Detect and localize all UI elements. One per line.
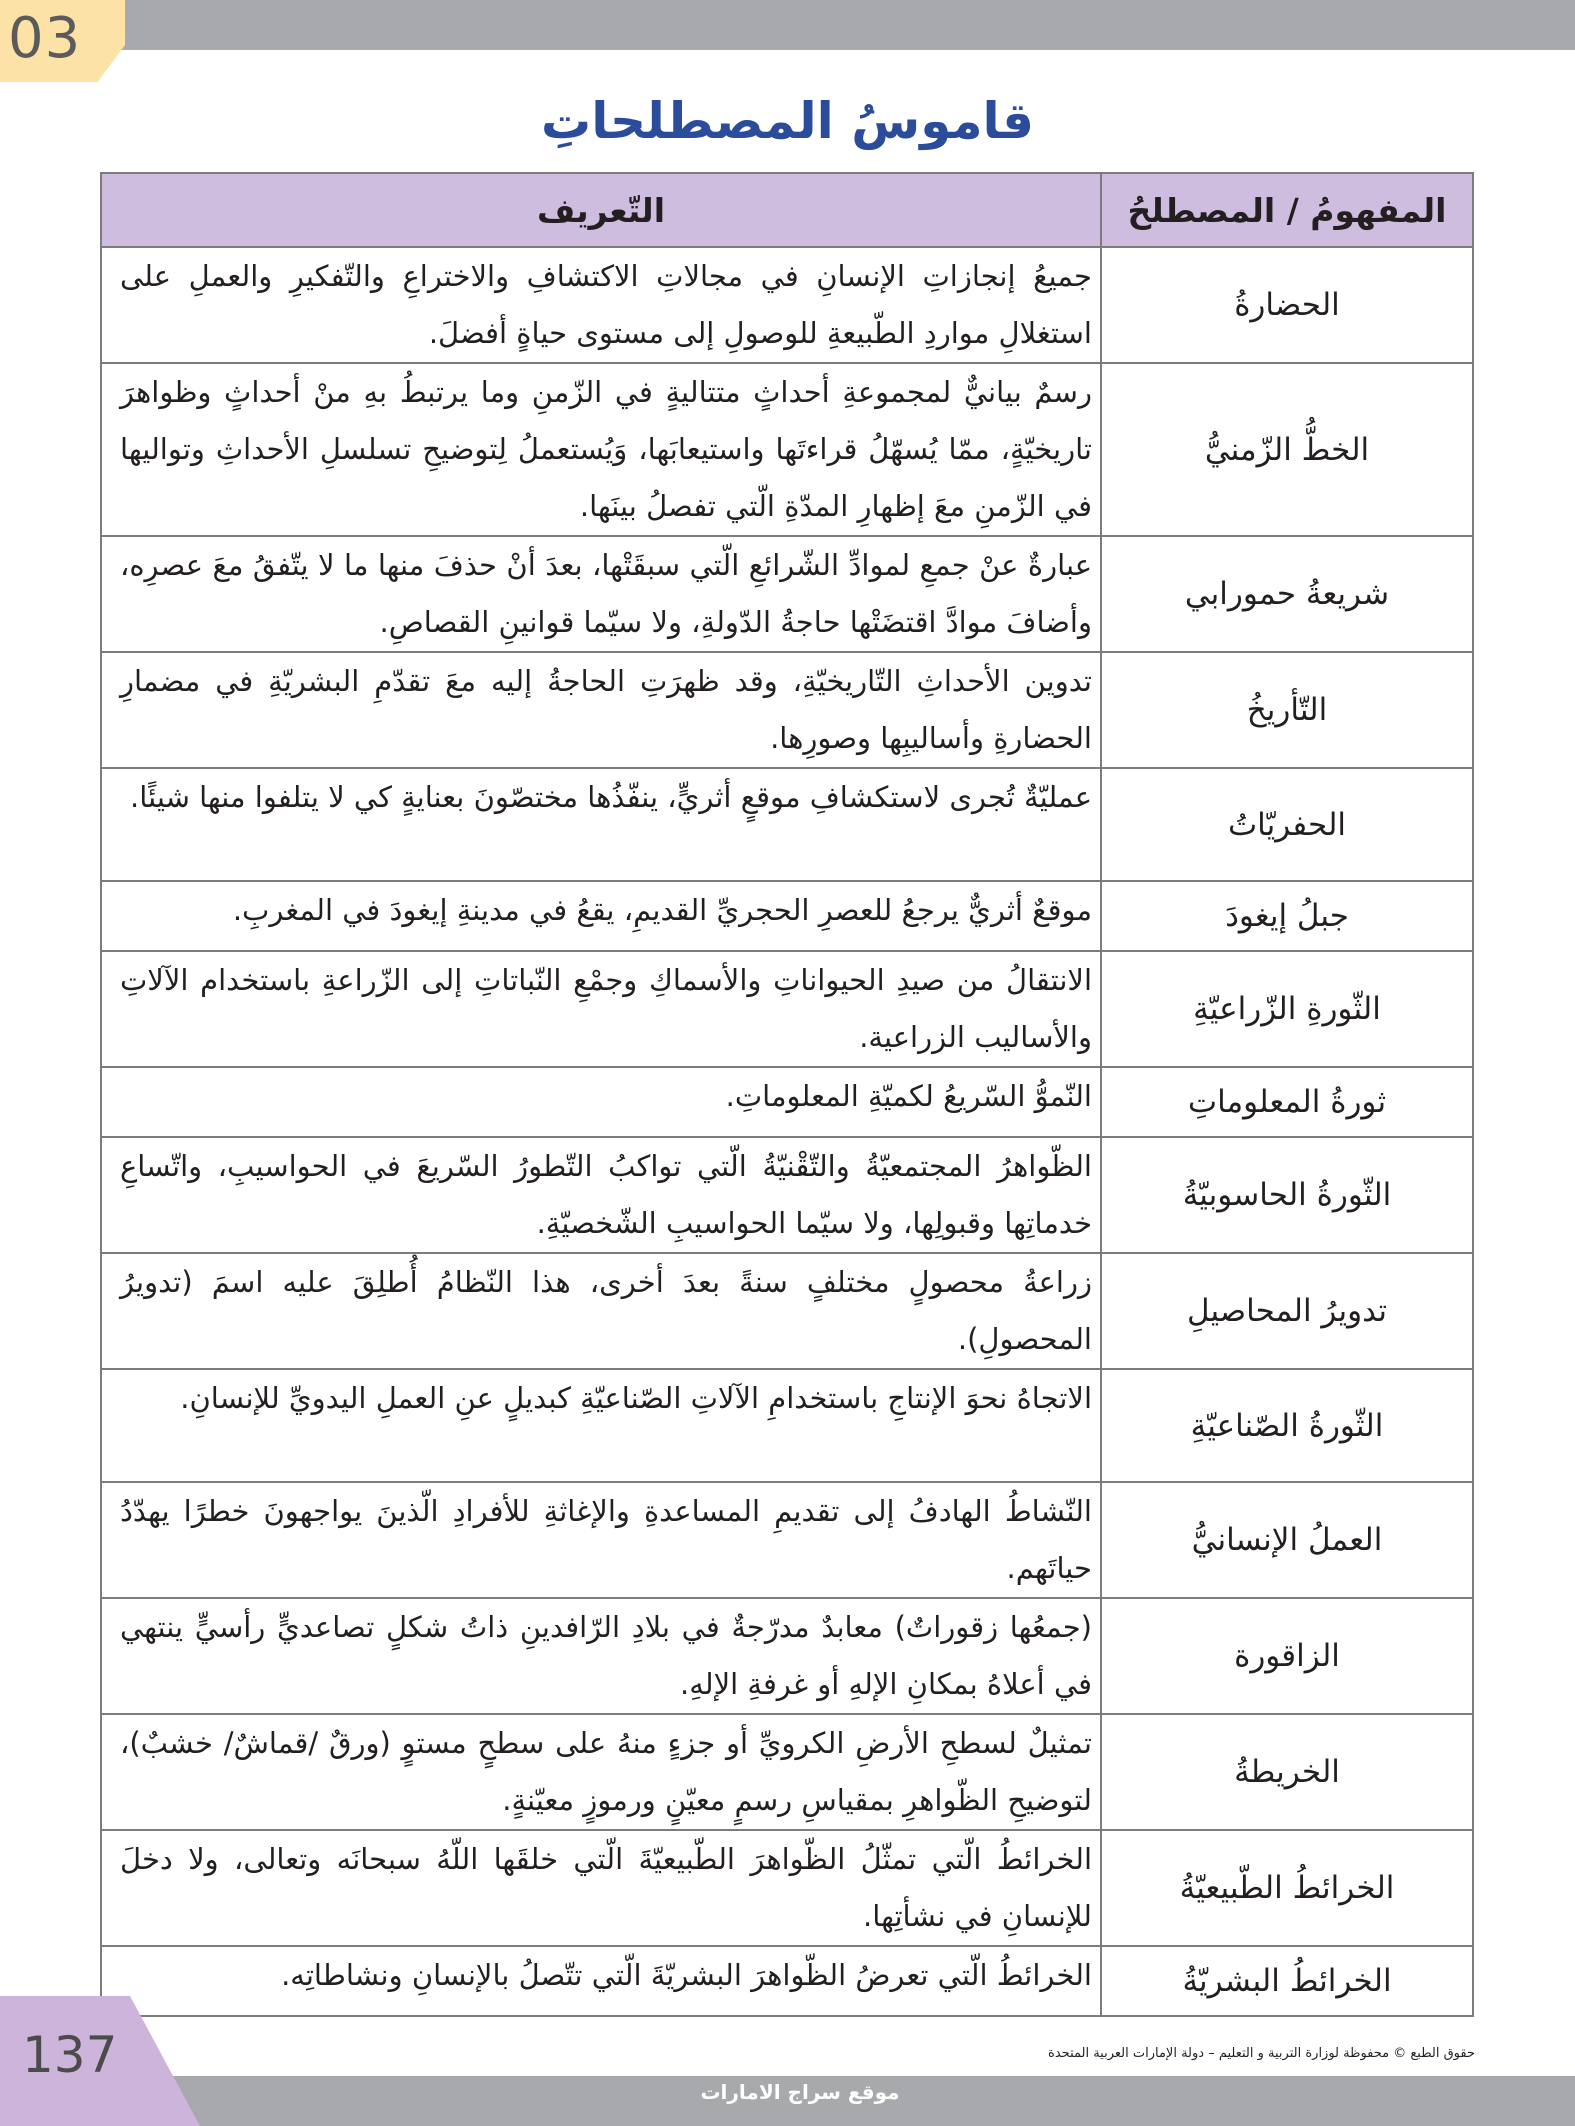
table-row: [101, 1714, 1473, 1830]
table-row: [101, 951, 1473, 1067]
table-row: [101, 1369, 1473, 1482]
definition-cell: النّموُّ السّريعُ لكميّةِ المعلوماتِ.: [101, 1067, 1101, 1137]
table-row: [101, 247, 1473, 363]
term-cell: ثورةُ المعلوماتِ: [1101, 1067, 1473, 1137]
definition-cell: جميعُ إنجازاتِ الإنسانِ في مجالاتِ الاكتشافِ والاختراعِ والتّفكيرِ والعملِ على استغلالِ مواردِ الطّبيعةِ للوصولِ إلى مستوى حياةٍ أفضلَ.: [101, 247, 1101, 363]
definition-cell: زراعةُ محصولٍ مختلفٍ سنةً بعدَ أخرى، هذا النّظامُ أُطلِقَ عليه اسمَ (تدويرُ المحصولِ).: [101, 1253, 1101, 1369]
bottom-watermark: موقع سراج الامارات: [700, 2080, 900, 2104]
definition-cell: تدوين الأحداثِ التّاريخيّةِ، وقد ظهرَتِ الحاجةُ إليه معَ تقدّمِ البشريّةِ في مضمارِ الحضارةِ وأساليبِها وصورِها.: [101, 652, 1101, 768]
term-cell: الثّورةُ الحاسوبيّةُ: [1101, 1137, 1473, 1253]
definition-column-header: التّعريف: [101, 173, 1101, 247]
definition-cell: (جمعُها زقوراتٌ) معابدٌ مدرّجةٌ في بلادِ الرّافدينِ ذاتُ شكلٍ تصاعديٍّ رأسيٍّ ينتهي في أعلاهُ بمكانِ الإلهِ أو غرفةِ الإلهِ.: [101, 1598, 1101, 1714]
definition-cell: الانتقالُ من صيدِ الحيواناتِ والأسماكِ وجمْعِ النّباتاتِ إلى الزّراعةِ باستخدام الآلاتِ والأساليب الزراعية.: [101, 951, 1101, 1067]
definition-cell: عمليّةٌ تُجرى لاستكشافِ موقعٍ أثريٍّ، ينفّذُها مختصّونَ بعنايةٍ كي لا يتلفوا منها شيئًا.: [101, 768, 1101, 881]
term-cell: العملُ الإنسانيُّ: [1101, 1482, 1473, 1598]
table-row: [101, 652, 1473, 768]
term-column-header: المفهومُ / المصطلحُ: [1101, 173, 1473, 247]
table-row: [101, 1253, 1473, 1369]
unit-number: 03: [8, 6, 82, 71]
definition-cell: تمثيلٌ لسطحِ الأرضِ الكرويِّ أو جزءٍ منهُ على سطحٍ مستوٍ (ورقٌ /قماشٌ/ خشبٌ)، لتوضيحِ الظّواهرِ بمقياسِ رسمٍ معيّنٍ ورموزٍ معيّنةٍ.: [101, 1714, 1101, 1830]
term-cell: الزاقورة: [1101, 1598, 1473, 1714]
term-cell: الخريطةُ: [1101, 1714, 1473, 1830]
term-cell: الخرائطُ البشريّةُ: [1101, 1946, 1473, 2016]
definition-cell: الخرائطُ الّتي تمثّلُ الظّواهرَ الطّبيعيّةَ الّتي خلقَها اللّهُ سبحانَه وتعالى، ولا دخلَ للإنسانِ في نشأتِها.: [101, 1830, 1101, 1946]
glossary-table: [100, 172, 1474, 2017]
term-cell: الخطُّ الزّمنيُّ: [1101, 363, 1473, 536]
definition-cell: الظّواهرُ المجتمعيّةُ والتّقْنيّةُ الّتي تواكبُ التّطورُ السّريعَ في الحواسيبِ، واتّساعِ خدماتِها وقبولِها، ولا سيّما الحواسيبِ الشّخصيّةِ.: [101, 1137, 1101, 1253]
table-row: [101, 1598, 1473, 1714]
top-bar: [0, 0, 1575, 50]
header-row: [101, 173, 1473, 247]
term-cell: الحفريّاتُ: [1101, 768, 1473, 881]
definition-cell: النّشاطُ الهادفُ إلى تقديمِ المساعدةِ والإغاثةِ للأفرادِ الّذينَ يواجهونَ خطرًا يهدّدُ حياتَهم.: [101, 1482, 1101, 1598]
term-cell: الخرائطُ الطّبيعيّةُ: [1101, 1830, 1473, 1946]
table-row: [101, 1482, 1473, 1598]
copyright-notice: حقوق الطبع © محفوظة لوزارة التربية و التعليم – دولة الإمارات العربية المتحدة: [1048, 2046, 1475, 2061]
table-row: [101, 536, 1473, 652]
term-cell: جبلُ إيغودَ: [1101, 881, 1473, 951]
term-cell: الثّورةِ الزّراعيّةِ: [1101, 951, 1473, 1067]
definition-cell: الخرائطُ الّتي تعرضُ الظّواهرَ البشريّةَ الّتي تتّصلُ بالإنسانِ ونشاطاتِه.: [101, 1946, 1101, 2016]
term-cell: الحضارةُ: [1101, 247, 1473, 363]
table-row: [101, 768, 1473, 881]
table-row: [101, 881, 1473, 951]
definition-cell: الاتجاهُ نحوَ الإنتاجِ باستخدامِ الآلاتِ الصّناعيّةِ كبديلٍ عنِ العملِ اليدويِّ للإنسانِ.: [101, 1369, 1101, 1482]
page-title: قاموسُ المصطلحاتِ: [540, 92, 1035, 150]
term-cell: التّأريخُ: [1101, 652, 1473, 768]
term-cell: شريعةُ حمورابي: [1101, 536, 1473, 652]
definition-cell: عبارةٌ عنْ جمعِ لموادِّ الشّرائعِ الّتي سبقَتْها، بعدَ أنْ حذفَ منها ما لا يتّفقُ معَ عصرِه، وأضافَ موادَّ اقتضَتْها حاجةُ الدّولةِ، ولا سيّما قوانينِ القصاصِ.: [101, 536, 1101, 652]
page-number: 137: [22, 2026, 118, 2084]
table-row: [101, 1946, 1473, 2016]
definition-cell: رسمٌ بيانيٌّ لمجموعةِ أحداثٍ متتاليةٍ في الزّمنِ وما يرتبطُ بهِ منْ أحداثٍ وظواهرَ تاريخيّةٍ، ممّا يُسهّلُ قراءتَها واستيعابَها، وَيُستعملُ لِتوضيحِ تسلسلِ الأحداثِ وتواليها في الزّمنِ معَ إظهارِ المدّةِ الّتي تفصلُ بينَها.: [101, 363, 1101, 536]
term-cell: تدويرُ المحاصيلِ: [1101, 1253, 1473, 1369]
table-row: [101, 363, 1473, 536]
term-cell: الثّورةُ الصّناعيّةِ: [1101, 1369, 1473, 1482]
table-row: [101, 1830, 1473, 1946]
table-row: [101, 1067, 1473, 1137]
table-row: [101, 1137, 1473, 1253]
definition-cell: موقعٌ أثريٌّ يرجعُ للعصرِ الحجريِّ القديمِ، يقعُ في مدينةِ إيغودَ في المغربِ.: [101, 881, 1101, 951]
